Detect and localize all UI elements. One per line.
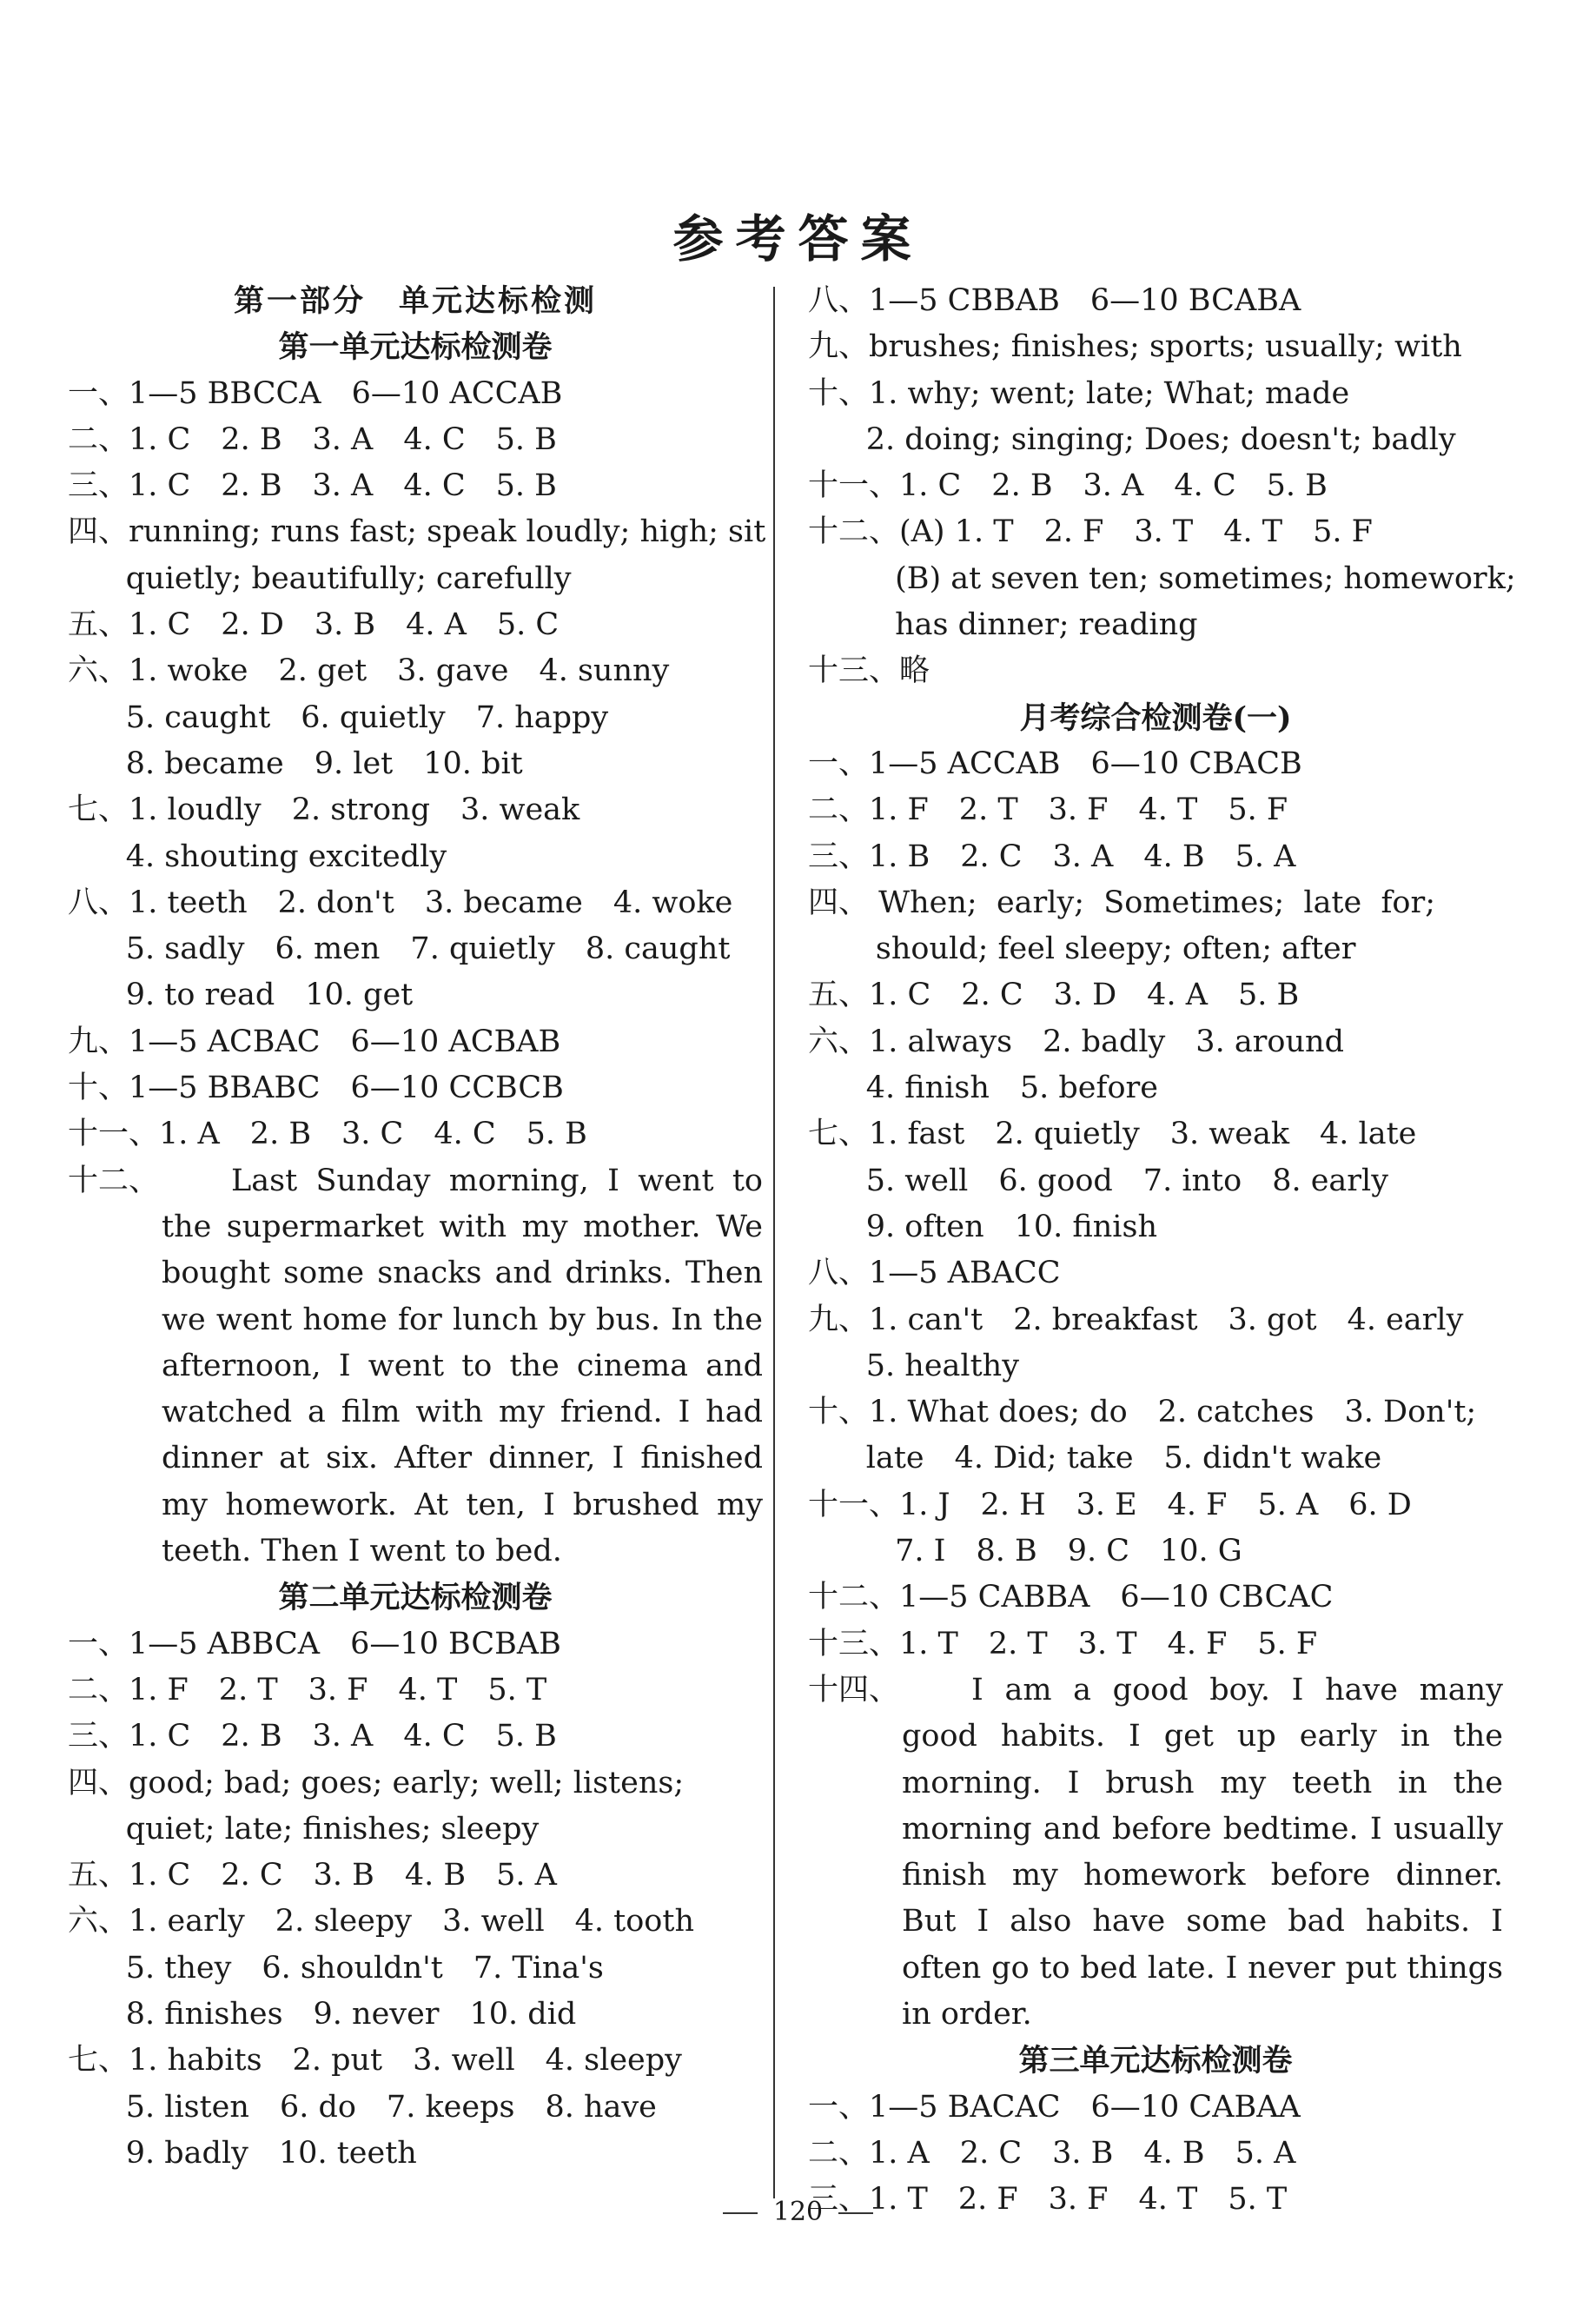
- answer-line: 5. they 6. shouldn't 7. Tina's: [68, 1950, 604, 1986]
- answer-line: 八、1. teeth 2. don't 3. became 4. woke: [68, 885, 733, 920]
- answer-line: 三、1. T 2. F 3. F 4. T 5. T: [808, 2182, 1288, 2218]
- answer-line: (B) at seven ten; sometimes; homework;: [808, 560, 1516, 596]
- answer-line: 8. finishes 9. never 10. did: [68, 1996, 577, 2032]
- answer-line: 八、1—5 CBBAB 6—10 BCABA: [808, 283, 1301, 318]
- answer-line: 六、1. woke 2. get 3. gave 4. sunny: [68, 653, 670, 689]
- answer-line: 5. sadly 6. men 7. quietly 8. caught: [68, 932, 731, 967]
- answer-line: 十一、1. C 2. B 3. A 4. C 5. B: [808, 468, 1328, 504]
- unit1-title: 第一单元达标检测卷: [278, 329, 553, 366]
- answer-line: 二、1. C 2. B 3. A 4. C 5. B: [68, 421, 557, 457]
- essay-label: 十四、: [808, 1672, 900, 1707]
- page-number: 120: [0, 2197, 1596, 2227]
- answer-line: 十、1—5 BBABC 6—10 CCBCB: [68, 1071, 564, 1106]
- answer-line: 十二、1—5 CABBA 6—10 CBCAC: [808, 1580, 1334, 1615]
- left-column: [68, 278, 766, 2177]
- answer-line: 三、1. C 2. B 3. A 4. C 5. B: [68, 468, 557, 504]
- monthly-test-answers: [808, 741, 1503, 2038]
- unit2-answers: [68, 1621, 763, 2178]
- essay-label: 十二、: [68, 1163, 160, 1198]
- answer-line: 一、1—5 ACCAB 6—10 CBACB: [808, 746, 1302, 781]
- essay-block: [68, 1158, 763, 1575]
- answer-line: 七、1. loudly 2. strong 3. weak: [68, 792, 580, 828]
- answer-line: 5. caught 6. quietly 7. happy: [68, 700, 609, 735]
- answer-line: 十一、1. A 2. B 3. C 4. C 5. B: [68, 1117, 587, 1152]
- answer-line: 九、brushes; finishes; sports; usually; with: [808, 329, 1462, 365]
- answer-line: 九、1. can't 2. breakfast 3. got 4. early: [808, 1302, 1464, 1337]
- answer-line: 2. doing; singing; Does; doesn't; badly: [808, 421, 1456, 457]
- column-divider: [773, 287, 775, 2198]
- answer-line: 5. healthy: [808, 1348, 1019, 1383]
- answer-line: 四、good; bad; goes; early; well; listens;: [68, 1765, 685, 1800]
- answer-line: 十二、(A) 1. T 2. F 3. T 4. T 5. F: [808, 514, 1373, 550]
- unit2-answers-continued: [808, 278, 1516, 695]
- answer-line: 三、1. C 2. B 3. A 4. C 5. B: [68, 1719, 557, 1754]
- answer-line: 9. badly 10. teeth: [68, 2135, 417, 2171]
- answer-line: 六、1. always 2. badly 3. around: [808, 1024, 1344, 1059]
- answer-line: 十一、1. J 2. H 3. E 4. F 5. A 6. D: [808, 1487, 1412, 1522]
- essay-text: Last Sunday morning, I went to the supermarket with my mother. We bought some snacks and drinks. Then we went home for lunch by bus. In the afternoon, I went to the cinema and watched a film with my friend. I had dinner at six. After dinner, I finished my homework. At ten, I brushed my teeth. Then I went to bed.: [162, 1163, 763, 1569]
- answer-line: has dinner; reading: [808, 607, 1198, 643]
- answer-line: 二、1. F 2. T 3. F 4. T 5. T: [68, 1672, 547, 1707]
- answer-line: 5. listen 6. do 7. keeps 8. have: [68, 2089, 657, 2125]
- answer-line: 五、1. C 2. D 3. B 4. A 5. C: [68, 607, 560, 643]
- answer-line: 8. became 9. let 10. bit: [68, 746, 523, 781]
- page-title: 参考答案: [672, 209, 924, 269]
- answer-line: 九、1—5 ACBAC 6—10 ACBAB: [68, 1024, 561, 1059]
- answer-line: 4. finish 5. before: [808, 1071, 1158, 1106]
- answer-line: 七、1. fast 2. quietly 3. weak 4. late: [808, 1117, 1417, 1152]
- answer-line: 五、1. C 2. C 3. D 4. A 5. B: [808, 978, 1300, 1013]
- answer-line: 7. I 8. B 9. C 10. G: [808, 1534, 1242, 1569]
- answer-line: 五、1. C 2. C 3. B 4. B 5. A: [68, 1858, 557, 1893]
- unit3-title: 第三单元达标检测卷: [1018, 2043, 1293, 2079]
- answer-line: 十、1. why; went; late; What; made: [808, 375, 1350, 411]
- answer-line: 一、1—5 BBCCA 6—10 ACCAB: [68, 375, 563, 411]
- answer-line: 二、1. A 2. C 3. B 4. B 5. A: [808, 2135, 1296, 2171]
- answer-line: 一、1—5 BACAC 6—10 CABAA: [808, 2089, 1301, 2125]
- essay-block: [808, 1668, 1503, 2038]
- answer-line: 5. well 6. good 7. into 8. early: [808, 1163, 1388, 1198]
- answer-line: late 4. Did; take 5. didn't wake: [808, 1441, 1382, 1476]
- answer-line: 9. often 10. finish: [808, 1209, 1157, 1244]
- answer-line: 十、1. What does; do 2. catches 3. Don't;: [808, 1395, 1477, 1430]
- part-heading: 第一部分 单元达标检测: [233, 283, 597, 319]
- answer-line: 十三、1. T 2. T 3. T 4. F 5. F: [808, 1626, 1318, 1661]
- answer-line: 一、1—5 ABBCA 6—10 BCBAB: [68, 1626, 561, 1661]
- answer-line: 9. to read 10. get: [68, 978, 414, 1013]
- answer-line: should; feel sleepy; often; after: [808, 932, 1356, 967]
- unit1-answers: [68, 371, 766, 1575]
- right-column: [808, 278, 1516, 2223]
- unit2-title: 第二单元达标检测卷: [278, 1580, 553, 1616]
- answer-line: 四、running; runs fast; speak loudly; high; sit: [68, 514, 766, 550]
- answer-line: quietly; beautifully; carefully: [68, 560, 572, 596]
- essay-text: I am a good boy. I have many good habits. I get up early in the morning. I brush my teeth in the morning and before bedtime. I usually finish my homework before dinner. But I also have some bad habits. I often go to bed late. I never put things in order.: [902, 1672, 1503, 2032]
- answer-line: quiet; late; finishes; sleepy: [68, 1811, 540, 1847]
- answer-line: 十三、略: [808, 653, 930, 689]
- answer-line: 六、1. early 2. sleepy 3. well 4. tooth: [68, 1904, 694, 1939]
- monthly-test-title: 月考综合检测卷(一): [1019, 700, 1292, 736]
- answer-line: 七、1. habits 2. put 3. well 4. sleepy: [68, 2043, 682, 2079]
- answer-line: 八、1—5 ABACC: [808, 1256, 1061, 1291]
- answer-line: 二、1. F 2. T 3. F 4. T 5. F: [808, 792, 1288, 828]
- answer-line: 三、1. B 2. C 3. A 4. B 5. A: [808, 839, 1296, 874]
- answer-line: 四、 When; early; Sometimes; late for;: [808, 885, 1436, 920]
- answer-line: 4. shouting excitedly: [68, 839, 447, 874]
